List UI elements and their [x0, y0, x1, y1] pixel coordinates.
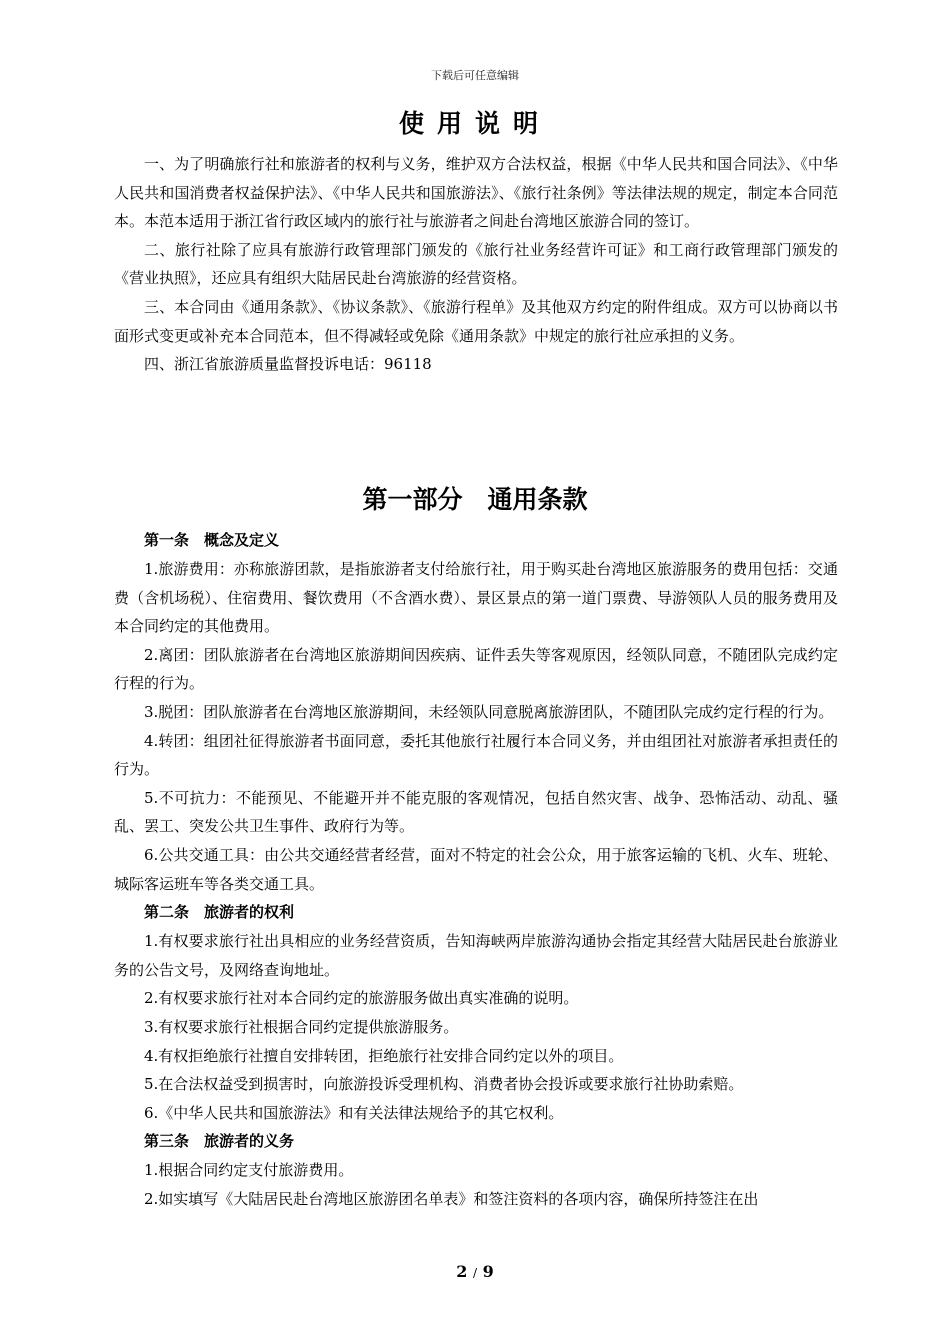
intro-paragraph: 四、浙江省旅游质量监督投诉电话：96118 [144, 355, 432, 374]
page-title: 使用说明 [398, 109, 551, 138]
header-note: 下载后可任意编辑 [431, 69, 519, 82]
intro-paragraph: 二、旅行社除了应具有旅游行政管理部门颁发的《旅行社业务经营许可证》和工商行政管理部门颁发的《营业执照》，还应具有组织大陆居民赴台湾旅游的经营资格。 [114, 240, 838, 288]
intro-paragraph: 一、为了明确旅行社和旅游者的权利与义务，维护双方合法权益，根据《中华人民共和国合同法》、《中华人民共和国消费者权益保护法》、《中华人民共和国旅游法》、《旅行社条例》等法律法规的规定，制定本合同范本。本范本适用于浙江省行政区域内的旅行社与旅游者之间赴台湾地区旅游合同的签订。 [114, 155, 838, 231]
article-heading: 第三条 旅游者的义务 [144, 1132, 295, 1151]
article-item: 3.有权要求旅行社根据合同约定提供旅游服务。 [144, 1017, 459, 1036]
article-item: 2.有权要求旅行社对本合同约定的旅游服务做出真实准确的说明。 [144, 989, 579, 1008]
article-item: 1.有权要求旅行社出具相应的业务经营资质，告知海峡两岸旅游沟通协会指定其经营大陆居民赴台旅游业务的公告文号，及网络查询地址。 [114, 932, 838, 979]
article-item: 5.在合法权益受到损害时，向旅游投诉受理机构、消费者协会投诉或要求旅行社协助索赔。 [144, 1075, 744, 1094]
intro-block [114, 150, 838, 379]
article-item: 4.有权拒绝旅行社擅自安排转团，拒绝旅行社安排合同约定以外的项目。 [144, 1046, 624, 1065]
article-item: 2.如实填写《大陆居民赴台湾地区旅游团名单表》和签注资料的各项内容，确保所持签注在出 [144, 1189, 759, 1208]
article-item: 1.旅游费用：亦称旅游团款，是指旅游者支付给旅行社，用于购买赴台湾地区旅游服务的费用包括：交通费（含机场税）、住宿费用、餐饮费用（不含酒水费）、景区景点的第一道门票费、导游领队人员的服务费用及本合同约定的其他费用。 [114, 560, 838, 636]
article-item: 6.公共交通工具：由公共交通经营者经营，面对不特定的社会公众，用于旅客运输的飞机、火车、班轮、城际客运班车等各类交通工具。 [114, 845, 838, 893]
article-item: 3.脱团：团队旅游者在台湾地区旅游期间，未经领队同意脱离旅游团队，不随团队完成约定行程的行为。 [144, 702, 834, 721]
article-item: 6.《中华人民共和国旅游法》和有关法律法规给予的其它权利。 [144, 1103, 564, 1122]
page-total: 9 [482, 1262, 494, 1281]
article-item: 4.转团：组团社征得旅游者书面同意，委托其他旅行社履行本合同义务，并由组团社对旅游者承担责任的行为。 [114, 731, 838, 779]
page-separator: / [472, 1266, 478, 1280]
page-number [0, 1262, 950, 1281]
page-current: 2 [456, 1262, 468, 1281]
article-item: 1.根据合同约定支付旅游费用。 [144, 1161, 354, 1180]
section-title: 第一部分 通用条款 [362, 485, 588, 514]
intro-paragraph: 三、本合同由《通用条款》、《协议条款》、《旅游行程单》及其他双方约定的附件组成。双方可以协商以书面形式变更或补充本合同范本，但不得减轻或免除《通用条款》中规定的旅行社应承担的义务。 [114, 297, 838, 345]
article-item: 5.不可抗力：不能预见、不能避开并不能克服的客观情况，包括自然灾害、战争、恐怖活动、动乱、骚乱、罢工、突发公共卫生事件、政府行为等。 [114, 788, 838, 836]
article-heading: 第一条 概念及定义 [144, 531, 280, 549]
articles-block [114, 526, 838, 1213]
article-heading: 第二条 旅游者的权利 [144, 903, 295, 922]
article-item: 2.离团：团队旅游者在台湾地区旅游期间因疾病、证件丢失等客观原因，经领队同意，不随团队完成约定行程的行为。 [114, 645, 838, 693]
